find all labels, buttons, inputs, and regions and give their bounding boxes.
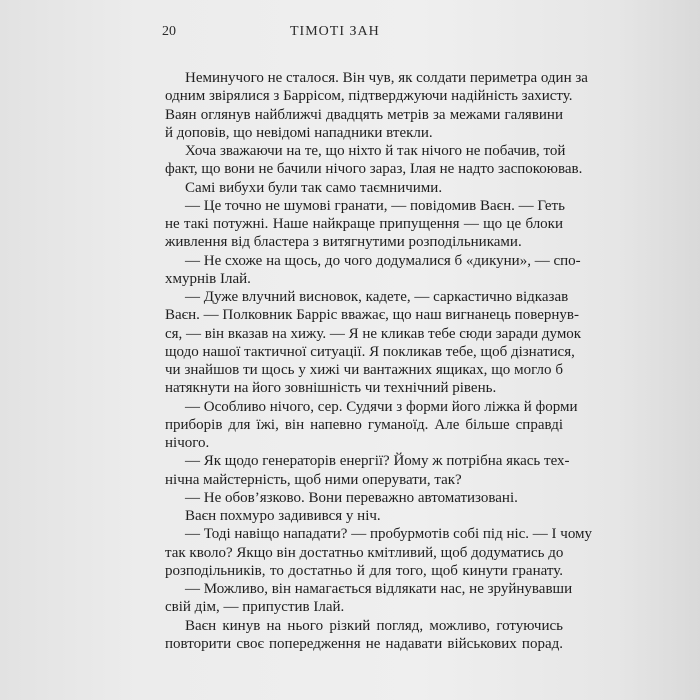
text-line: — Дуже влучний висновок, кадете, — саркастично відказав — [185, 289, 569, 305]
body-text — [165, 69, 593, 653]
text-line: — Це точно не шумові гранати, — повідомив Ваєн. — Геть — [185, 197, 565, 214]
text-line: — Можливо, він намагається відлякати нас, не зруйнувавши — [185, 581, 573, 597]
text-line: й доповів, що невідомі нападники втекли. — [165, 124, 433, 141]
text-line: Хоча зважаючи на те, що ніхто й так нічого не побачив, той — [185, 143, 566, 159]
text-line: факт, що вони не бачили нічого зараз, Ілая не надто заспокоював. — [165, 161, 583, 178]
text-line: щодо нашої тактичної ситуації. Я покликав тебе, щоб дізнатися, — [165, 343, 575, 360]
text-line: — Особливо нічого, сер. Судячи з форми його ліжка й форми — [185, 398, 578, 415]
text-line: хмурнів Ілай. — [165, 270, 251, 287]
text-line: так кволо? Якщо він достатньо кмітливий, щоб додуматись до — [165, 544, 564, 561]
text-line: — Не схоже на щось, до чого додумалися б «дикуни», — спо- — [185, 252, 581, 269]
text-line: чи знайшов ти щось у хижі чи вантажних ящиках, що могло б — [165, 362, 563, 378]
text-line: ся, — він вказав на хижу. — Я не кликав тебе сюди заради думок — [165, 325, 582, 342]
text-line: — Тоді навіщо нападати? — пробурмотів собі під ніс. — І чому — [185, 526, 593, 543]
page-number: 20 — [162, 24, 176, 39]
text-line: живлення від бластера з витягнутими розподільниками. — [165, 234, 522, 251]
text-line: нічого. — [165, 435, 210, 451]
text-line: одним звірялися з Баррісом, підтверджуючи надійність захисту. — [165, 88, 573, 105]
text-line: повторити своє попередження не надавати військових порад. — [165, 635, 563, 652]
text-line: розподільників, то достатньо й для того, щоб кинути гранату. — [165, 562, 563, 579]
text-line: — Не обов’язково. Вони переважно автоматизовані. — [185, 489, 518, 506]
text-line: Ваєн. — Полковник Барріс вважає, що наш вигнанець повернув- — [165, 307, 579, 324]
text-line: нічна майстерність, щоб ними оперувати, так? — [165, 471, 462, 488]
text-line: Ваян оглянув найближчі двадцять метрів за межами галявини — [165, 106, 563, 123]
text-line: Ваєн кинув на нього різкий погляд, можливо, готуючись — [185, 617, 563, 634]
text-line: приборів для їжі, він напевно гуманоїд. Але більше справді — [165, 416, 563, 433]
text-line: свій дім, — припустив Ілай. — [165, 599, 345, 616]
text-line: Самі вибухи були так само таємничими. — [185, 179, 443, 196]
text-line: натякнути на його зовнішність чи технічний рівень. — [165, 380, 497, 397]
text-line: не такі потужні. Наше найкраще припущення — що це блоки — [165, 216, 563, 232]
text-line: Неминучого не сталося. Він чув, як солдати периметра один за — [185, 70, 588, 86]
text-line: — Як щодо генераторів енергії? Йому ж потрібна якась тех- — [185, 453, 570, 470]
text-line: Ваєн похмуро задивився у ніч. — [185, 508, 381, 524]
running-title: ТІМОТІ ЗАН — [290, 24, 380, 39]
